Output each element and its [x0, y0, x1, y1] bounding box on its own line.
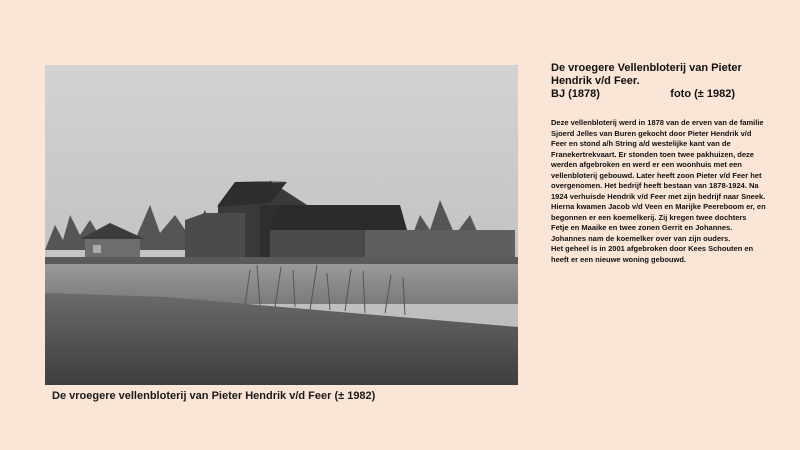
- info-panel: [551, 62, 766, 265]
- photo-caption: De vroegere vellenbloterij van Pieter Hendrik v/d Feer (± 1982): [52, 390, 376, 402]
- panel-meta: [551, 88, 735, 101]
- panel-body: [551, 118, 766, 265]
- historic-photo: [45, 65, 518, 385]
- paragraph-3: Het geheel is in 2001 afgebroken door Kees Schouten en heeft er een nieuwe woning gebouwd.: [551, 244, 754, 264]
- paragraph-1: Deze vellenbloterij werd in 1878 van de erven van de familie Sjoerd Jelles van Buren gekocht door Pieter Hendrik v/d Feer en stond a/h String a/d westelijke kant van de Franekertrekvaart. Er stonden toen twee pakhuizen, deze werden afgebroken en werd er een woonhuis met een vellenbloterij gebouwd. Later heeft zoon Pieter v/d Feer het overgenomen. Het bedrijf heeft bestaan van 1878-1924. Na 1924 verhuisde Hendrik v/d Feer met zijn bedrijf naar Sneek.: [551, 118, 766, 201]
- river-bank: [45, 257, 518, 265]
- panel-title: De vroegere Vellenbloterij van Pieter Hendrik v/d Feer.: [551, 62, 742, 87]
- build-year: BJ (1878): [551, 88, 600, 100]
- photo-illustration: [45, 65, 518, 385]
- paragraph-2: Hierna kwamen Jacob v/d Veen en Marijke Peereboom er, en begonnen er een koemelkerij. Zij kregen twee dochters Fetje en Maaike en twee zonen Gerrit en Johannes. Johannes nam de koemelker over van zijn ouders.: [551, 202, 766, 243]
- photo-year: foto (± 1982): [670, 88, 735, 100]
